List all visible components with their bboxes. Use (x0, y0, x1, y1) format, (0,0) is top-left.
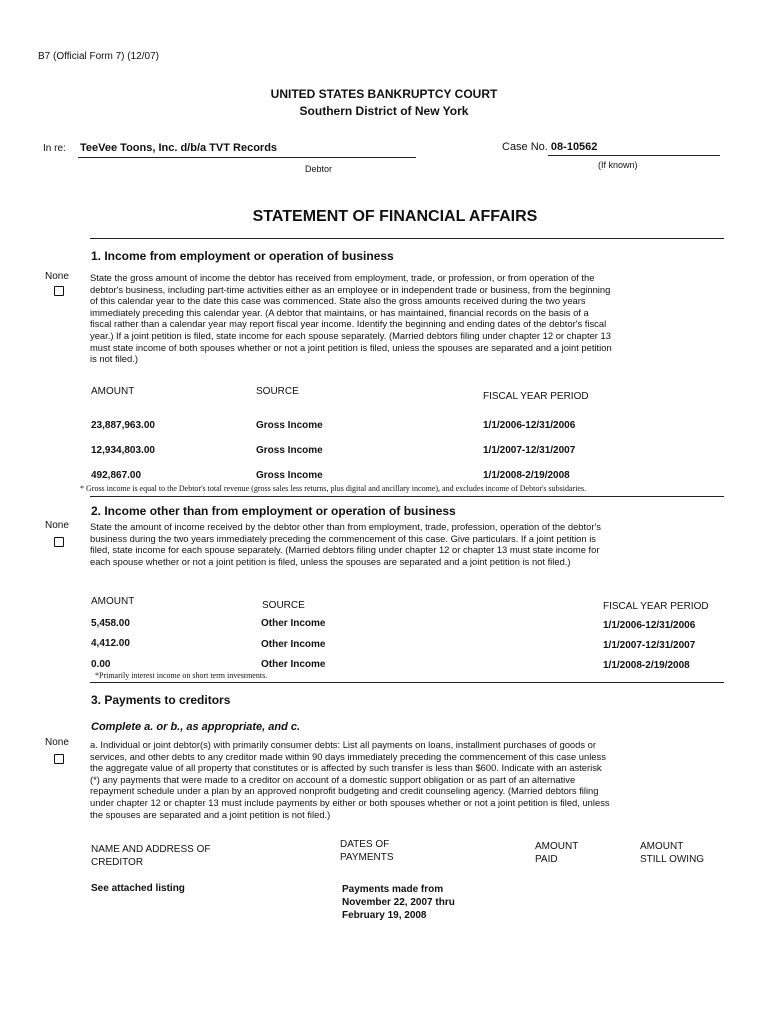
section3-dates-line: November 22, 2007 thru (342, 897, 455, 908)
section1-line: State the gross amount of income the debtor has received from employment, trade, or profession, or from operation of the (90, 272, 595, 283)
in-re-label: In re: (43, 143, 66, 154)
section2-none-checkbox[interactable] (54, 537, 64, 547)
section1-row1-amount: 23,887,963.00 (91, 420, 155, 431)
section2-line: each spouse whether or not a joint petition is filed, unless the spouses are separated and a joint petition is not filed.) (90, 555, 571, 567)
section3-line: the spouses are separated and a joint petition is not filed.) (90, 808, 331, 820)
section3-header-owing-line2: STILL OWING (640, 854, 705, 865)
section1-row1-source: Gross Income (256, 420, 323, 431)
section1-bottom-rule (90, 496, 724, 497)
section2-header-period: FISCAL YEAR PERIOD (603, 601, 709, 612)
section3-dates-line: February 19, 2008 (342, 910, 427, 921)
section3-header-creditor-line1: NAME AND ADDRESS OF (91, 844, 211, 855)
section1-row2-source: Gross Income (256, 445, 323, 456)
section3-line: the aggregate value of all property that constitutes or is affected by such transfer is less than $600. Indicate with an asterisk (90, 762, 602, 774)
section3-title: 3. Payments to creditors (91, 693, 231, 707)
debtor-underline (78, 157, 416, 158)
section2-footnote: *Primarily interest income on short term investments. (95, 671, 268, 680)
section2-row1-amount: 5,458.00 (91, 618, 130, 629)
form-identifier: B7 (Official Form 7) (12/07) (38, 51, 159, 62)
section1-header-source: SOURCE (256, 386, 299, 397)
section3-header-paid (535, 840, 578, 866)
section1-footnote: * Gross income is equal to the Debtor's total revenue (gross sales less returns, plus digital and ancillary income), and excludes income of Debtor's subsidaries. (80, 484, 587, 493)
case-number-value: 08-10562 (550, 141, 598, 153)
section3-header-creditor-line2: CREDITOR (91, 857, 144, 868)
section3-dates-line: Payments made from (342, 884, 444, 895)
section2-row3-source: Other Income (261, 659, 326, 670)
court-name: UNITED STATES BANKRUPTCY COURT (270, 87, 498, 101)
section2-bottom-rule (90, 682, 724, 683)
section1-header-period: FISCAL YEAR PERIOD (483, 391, 589, 402)
section2-row3-period: 1/1/2008-2/19/2008 (603, 660, 690, 671)
section2-header-amount: AMOUNT (91, 596, 135, 607)
section2-row3-amount: 0.00 (91, 659, 111, 670)
debtor-name: TeeVee Toons, Inc. d/b/a TVT Records (80, 142, 278, 154)
section1-none-checkbox[interactable] (54, 286, 64, 296)
section2-row1-period: 1/1/2006-12/31/2006 (603, 620, 696, 631)
section1-row3-period: 1/1/2008-2/19/2008 (483, 470, 570, 481)
section3-line: under chapter 12 or chapter 13 must include payments by either or both spouses whether or not a joint petition is filed, unless (90, 796, 610, 808)
debtor-caption: Debtor (305, 164, 333, 174)
court-district: Southern District of New York (299, 104, 469, 118)
section2-line: business during the two years immediately preceding the commencement of this case. Give particulars. If a joint petition is (90, 532, 596, 544)
section1-row3-source: Gross Income (256, 470, 323, 481)
section3-header-owing-line1: AMOUNT (640, 841, 684, 852)
section2-line: State the amount of income received by the debtor other than from employment, trade, profession, operation of the debtor's (90, 521, 601, 532)
section1-line: immediately preceding this calendar year. (A debtor that maintains, or has maintained, financial records on the basis of a (90, 306, 589, 318)
section3-line: (*) any payments that were made to a creditor on account of a domestic support obligation or as part of an alternative (90, 773, 576, 785)
section1-line: year.) If a joint petition is filed, state income for each spouse separately. (Married debtors filing under chapter 12 or chapter 13 (90, 329, 611, 341)
section1-instructions (90, 272, 722, 365)
section3-header-dates-line2: PAYMENTS (340, 852, 394, 863)
section3-none-checkbox[interactable] (54, 754, 64, 764)
section1-row2-amount: 12,934,803.00 (91, 445, 155, 456)
section3-line: repayment schedule under a plan by an approved nonprofit budgeting and credit counseling agency. (Married debtors filing (90, 785, 599, 797)
section1-line: is not filed.) (90, 353, 138, 365)
section1-title: 1. Income from employment or operation of business (91, 249, 394, 263)
case-number-underline (548, 155, 720, 156)
section2-row2-source: Other Income (261, 639, 326, 650)
section3-header-owing (640, 840, 704, 866)
section3-creditor-value: See attached listing (91, 883, 185, 894)
section3-header-paid-line1: AMOUNT (535, 841, 579, 852)
court-heading (0, 86, 768, 120)
section2-row2-amount: 4,412.00 (91, 638, 130, 649)
section3-none-label: None (45, 737, 69, 748)
section1-none-label: None (45, 271, 69, 282)
case-number (502, 141, 597, 153)
if-known-caption: (If known) (598, 160, 638, 170)
section2-none-label: None (45, 520, 69, 531)
title-rule (90, 238, 724, 239)
section3-line: services, and other debts to any creditor made within 90 days immediately preceding the commencement of this case unless (90, 750, 606, 762)
document-title: STATEMENT OF FINANCIAL AFFAIRS (252, 208, 538, 225)
section1-line: of this calendar year to the date this case was commenced. State also the gross amounts received during the two years (90, 295, 586, 307)
section2-row1-source: Other Income (261, 618, 326, 629)
section3-header-dates (340, 838, 394, 864)
section3-header-paid-line2: PAID (535, 854, 558, 865)
section2-row2-period: 1/1/2007-12/31/2007 (603, 640, 696, 651)
section2-instructions (90, 521, 722, 567)
section1-header-amount: AMOUNT (91, 386, 135, 397)
section3-instructions (90, 739, 722, 820)
case-number-label: Case No. (502, 141, 548, 153)
section3-dates-value (342, 883, 455, 922)
section1-line: must state income of both spouses whether or not a joint petition is filed, unless the spouses are separated and a joint petition (90, 341, 612, 353)
section2-title: 2. Income other than from employment or operation of business (91, 504, 456, 518)
section3-header-creditor (91, 843, 210, 869)
section1-row2-period: 1/1/2007-12/31/2007 (483, 445, 576, 456)
section3-line: a. Individual or joint debtor(s) with primarily consumer debts: List all payments on loans, installment purchases of goods or (90, 739, 596, 750)
section1-row3-amount: 492,867.00 (91, 470, 142, 481)
section2-line: filed, state income for each spouse separately. (Married debtors filing under chapter 12 or chapter 13 must state income for (90, 544, 600, 556)
section3-header-dates-line1: DATES OF (340, 839, 390, 850)
section1-line: fiscal rather than a calendar year may report fiscal year income. Identify the beginning and ending dates of the debtor's fiscal (90, 318, 607, 330)
section3-subhead: Complete a. or b., as appropriate, and c. (91, 721, 301, 733)
section1-line: debtor's business, including part-time activities either as an employee or in independent trade or business, from the beginning (90, 283, 611, 295)
section2-header-source: SOURCE (262, 600, 305, 611)
section1-row1-period: 1/1/2006-12/31/2006 (483, 420, 576, 431)
